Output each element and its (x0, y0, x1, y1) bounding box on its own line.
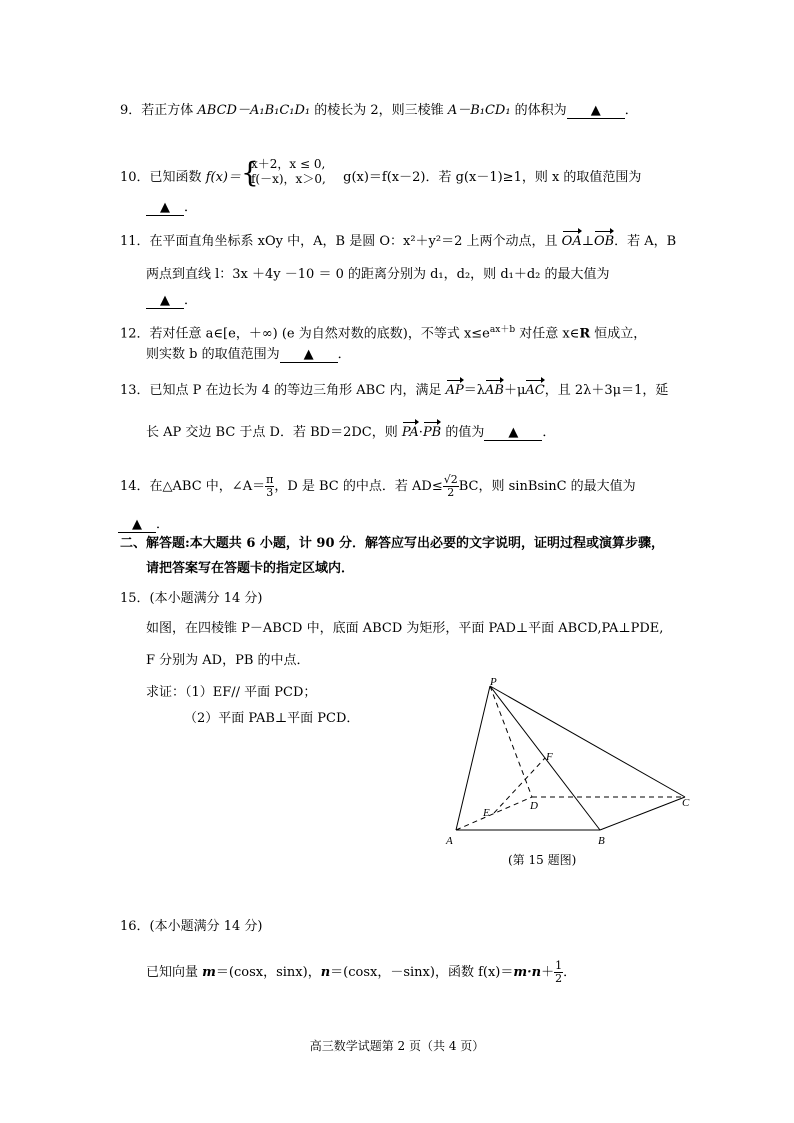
vector-pb: PB (422, 425, 442, 440)
answer-blank: ▲ (484, 426, 542, 441)
question-11-answer: ▲ ． (146, 292, 197, 310)
question-15-line-1: 如图，在四棱锥 P－ABCD 中，底面 ABCD 为矩形，平面 PAD⊥平面 ABCD,PA⊥PDE, (146, 621, 664, 636)
answer-blank: ▲ (146, 294, 184, 309)
section-heading-line-2: 请把答案写在答题卡的指定区域内． (146, 561, 355, 576)
label-f: F (546, 751, 553, 763)
label-e: E (483, 807, 490, 819)
edge-ad (456, 797, 532, 830)
fraction-one-half: $\frac{1}{2}$ (555, 959, 563, 985)
piecewise-function: { x＋2，x ≤ 0, f(－x)，x＞0, (240, 156, 326, 189)
answer-blank: ▲ (118, 518, 156, 533)
label-d: D (530, 800, 538, 812)
vector-ab: AB (485, 383, 504, 398)
question-10-answer: ▲ ． (146, 199, 197, 217)
figure-caption: (第 15 题图) (508, 853, 577, 867)
edge-pd (490, 686, 532, 797)
question-12: 12．若对任意 a∈[e，＋∞) (e 为自然对数的底数)，不等式 $x\le e^{ax+b}$ 对任意 x∈R 恒成立， (120, 325, 647, 342)
question-13: 13．已知点 P 在边长为 4 的等边三角形 ABC 内，满足 AP＝λAB＋μAC，且 2λ＋3μ＝1，延 (120, 383, 669, 398)
question-15-head: 15．(本小题满分 14 分) (120, 591, 263, 606)
section-heading: 二、解答题:本大题共 6 小题，计 90 分．解答应写出必要的文字说明，证明过程或演算步骤， (120, 536, 665, 551)
question-14-answer: ▲ ． (118, 516, 169, 534)
question-11: 11．在平面直角坐标系 xOy 中，A，B 是圆 O：x²＋y²＝2 上两个动点，且 OA⊥OB．若 A，B (120, 234, 677, 249)
question-13-line-2: 长 AP 交边 BC 于点 D．若 BD＝2DC，则 PA·PB 的值为 ▲ ． (146, 425, 556, 440)
question-10: 10．已知函数 f(x)＝ { x＋2，x ≤ 0, f(－x)，x＞0, g(x)＝f(x－2)．若 g(x－1)≥1，则 x 的取值范围为 (120, 156, 642, 189)
vector-ap: AP (445, 383, 464, 398)
edge-pc (490, 686, 685, 797)
label-a: A (446, 835, 453, 846)
fraction-pi-3: $\frac{\pi}{3}$ (266, 473, 274, 499)
question-16-head: 16．(本小题满分 14 分) (120, 919, 263, 934)
answer-blank: ▲ (280, 348, 338, 363)
vector-pa: PA (401, 425, 419, 440)
vector-oa: OA (561, 234, 582, 249)
answer-blank: ▲ (567, 104, 625, 119)
vector-ob: OB (593, 234, 615, 249)
question-15-proof-1: 求证：（1）EF// 平面 PCD； (146, 685, 317, 700)
vector-ac: AC (525, 383, 545, 398)
question-16-line-1: 已知向量 m＝(cosx，sinx)，n＝(cosx，－sinx)，函数 f(x)＝m·n＋ $\frac{1}{2}$ ． (146, 959, 577, 985)
question-9: 9．若正方体 ABCD－A₁B₁C₁D₁ 的棱长为 2，则三棱锥 A－B₁CD₁ 的体积为 ▲ ． (120, 103, 638, 118)
label-c: C (682, 797, 690, 809)
label-p: P (490, 676, 497, 688)
question-15-proof-2: （2）平面 PAB⊥平面 PCD． (184, 711, 360, 726)
question-15-line-2: F 分别为 AD，PB 的中点． (146, 653, 310, 668)
answer-blank: ▲ (146, 201, 184, 216)
pyramid-figure (440, 676, 700, 846)
question-12-line-2: 则实数 b 的取值范围为 ▲ ． (146, 347, 351, 362)
question-14: 14．在△ABC 中，∠A＝ $\frac{\pi}{3}$ ，D 是 BC 的中点．若 AD≤ $\frac{√2}{2}$ BC，则 sinBsinC 的最大值为 (120, 473, 636, 499)
page-footer: 高三数学试题第 2 页（共 4 页） (309, 1039, 485, 1053)
question-11-line-2: 两点到直线 l：3x ＋4y －10 ＝ 0 的距离分别为 d₁，d₂，则 d₁＋d₂ 的最大值为 (146, 267, 610, 282)
label-b: B (598, 835, 605, 846)
fraction-sqrt2-2: $\frac{√2}{2}$ (443, 473, 458, 499)
edge-bc (600, 797, 685, 830)
